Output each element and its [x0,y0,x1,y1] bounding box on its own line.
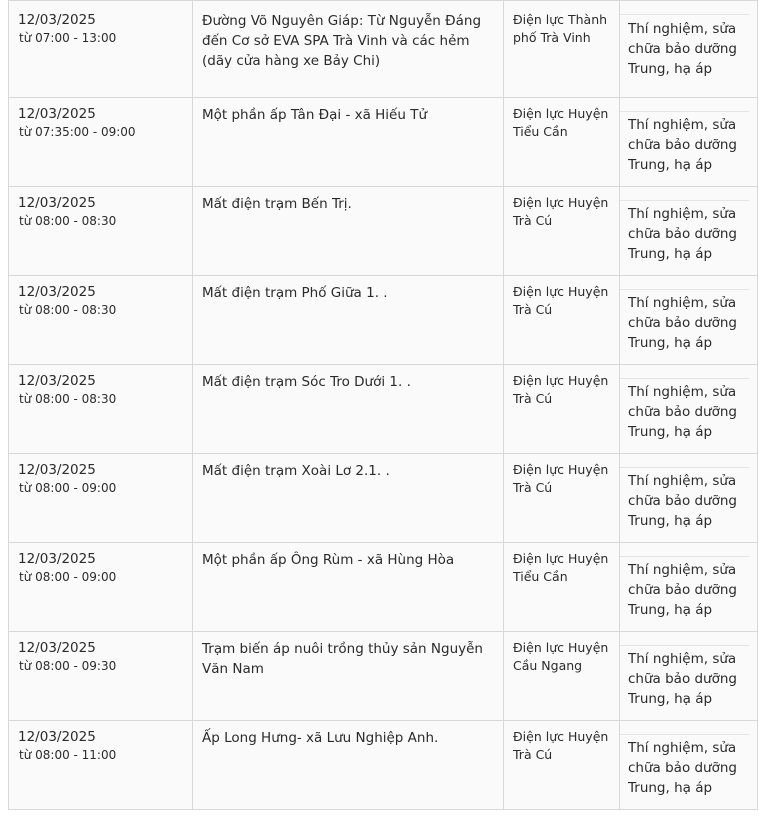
date-cell [9,365,193,454]
date-cell [9,632,193,721]
reason-cell [620,98,758,187]
unit-cell [504,1,620,98]
outage-area: Mất điện trạm Bến Trị. [202,196,352,212]
area-cell [193,1,504,98]
power-unit: Điện lực Huyện Trà Cú [513,462,609,495]
reason-cell [620,1,758,98]
outage-area: Đường Võ Nguyên Giáp: Từ Nguyễn Đáng đến Cơ sở EVA SPA Trà Vinh và các hẻm (dãy cửa hàng xe Bảy Chi) [202,13,482,69]
reason-divider [620,467,749,468]
outage-time: từ 08:00 - 09:00 [19,570,117,584]
table-row [9,721,758,810]
power-unit: Điện lực Thành phố Trà Vinh [513,12,608,45]
date-cell [9,98,193,187]
outage-reason: Thí nghiệm, sửa chữa bảo dưỡng Trung, hạ áp [628,117,738,173]
outage-date: 12/03/2025 [18,195,96,211]
unit-cell [504,632,620,721]
outage-date: 12/03/2025 [18,462,96,478]
unit-cell [504,543,620,632]
reason-cell [620,721,758,810]
outage-reason: Thí nghiệm, sửa chữa bảo dưỡng Trung, hạ áp [628,384,738,440]
date-cell [9,454,193,543]
outage-time: từ 08:00 - 08:30 [19,392,117,406]
table-row [9,1,758,98]
area-cell [193,98,504,187]
table-row [9,276,758,365]
area-cell [193,276,504,365]
outage-reason: Thí nghiệm, sửa chữa bảo dưỡng Trung, hạ áp [628,562,738,618]
outage-date: 12/03/2025 [18,640,96,656]
unit-cell [504,276,620,365]
power-unit: Điện lực Huyện Tiểu Cần [513,106,609,139]
reason-divider [620,111,749,112]
power-unit: Điện lực Huyện Trà Cú [513,373,609,406]
outage-reason: Thí nghiệm, sửa chữa bảo dưỡng Trung, hạ áp [628,473,738,529]
date-cell [9,721,193,810]
outage-time: từ 08:00 - 08:30 [19,214,117,228]
outage-date: 12/03/2025 [18,729,96,745]
outage-reason: Thí nghiệm, sửa chữa bảo dưỡng Trung, hạ áp [628,651,738,707]
area-cell [193,454,504,543]
outage-area: Một phần ấp Ông Rùm - xã Hùng Hòa [202,552,455,568]
outage-reason: Thí nghiệm, sửa chữa bảo dưỡng Trung, hạ áp [628,21,738,77]
power-unit: Điện lực Huyện Trà Cú [513,195,609,228]
table-row [9,365,758,454]
outage-area: Mất điện trạm Sóc Tro Dưới 1. . [202,374,411,390]
outage-date: 12/03/2025 [18,551,96,567]
power-unit: Điện lực Huyện Trà Cú [513,729,609,762]
outage-area: Mất điện trạm Xoài Lơ 2.1. . [202,463,390,479]
outage-area: Trạm biến áp nuôi trồng thủy sản Nguyễn Văn Nam [202,641,483,677]
reason-cell [620,454,758,543]
outage-schedule-table [8,0,758,810]
outage-time: từ 07:35:00 - 09:00 [19,125,136,139]
table-row [9,632,758,721]
power-unit: Điện lực Huyện Cầu Ngang [513,640,609,673]
outage-time: từ 08:00 - 09:00 [19,481,117,495]
unit-cell [504,187,620,276]
unit-cell [504,98,620,187]
reason-divider [620,14,749,15]
outage-area: Một phần ấp Tân Đại - xã Hiếu Tử [202,107,428,123]
area-cell [193,632,504,721]
table-row [9,187,758,276]
power-unit: Điện lực Huyện Tiểu Cần [513,551,609,584]
table-row [9,543,758,632]
unit-cell [504,454,620,543]
area-cell [193,721,504,810]
outage-time: từ 08:00 - 11:00 [19,748,117,762]
outage-date: 12/03/2025 [18,373,96,389]
table-row [9,454,758,543]
area-cell [193,187,504,276]
area-cell [193,365,504,454]
outage-area: Ấp Long Hưng- xã Lưu Nghiệp Anh. [202,730,439,746]
outage-reason: Thí nghiệm, sửa chữa bảo dưỡng Trung, hạ áp [628,295,738,351]
reason-cell [620,276,758,365]
date-cell [9,543,193,632]
outage-date: 12/03/2025 [18,106,96,122]
power-unit: Điện lực Huyện Trà Cú [513,284,609,317]
reason-divider [620,289,749,290]
reason-cell [620,543,758,632]
reason-cell [620,365,758,454]
reason-divider [620,556,749,557]
reason-divider [620,378,749,379]
unit-cell [504,721,620,810]
outage-reason: Thí nghiệm, sửa chữa bảo dưỡng Trung, hạ áp [628,740,738,796]
outage-date: 12/03/2025 [18,284,96,300]
area-cell [193,543,504,632]
reason-divider [620,734,749,735]
outage-time: từ 08:00 - 08:30 [19,303,117,317]
unit-cell [504,365,620,454]
outage-area: Mất điện trạm Phố Giữa 1. . [202,285,388,301]
outage-reason: Thí nghiệm, sửa chữa bảo dưỡng Trung, hạ áp [628,206,738,262]
reason-divider [620,200,749,201]
date-cell [9,276,193,365]
table-row [9,98,758,187]
reason-cell [620,632,758,721]
date-cell [9,187,193,276]
outage-date: 12/03/2025 [18,12,96,28]
outage-time: từ 08:00 - 09:30 [19,659,117,673]
outage-time: từ 07:00 - 13:00 [19,31,117,45]
reason-cell [620,187,758,276]
reason-divider [620,645,749,646]
date-cell [9,1,193,98]
